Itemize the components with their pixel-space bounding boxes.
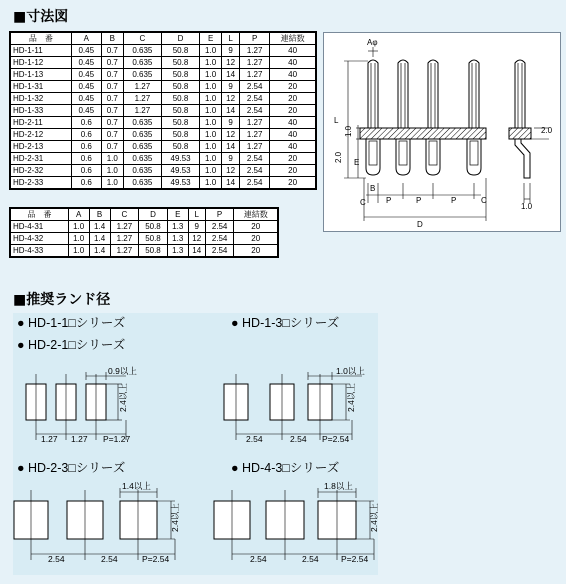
table-cell: 0.6	[71, 153, 101, 165]
g2-height: 2.4以上	[346, 383, 356, 412]
table-cell: 1.3	[167, 221, 188, 233]
table-cell: 14	[222, 177, 240, 190]
column-header: B	[89, 208, 110, 221]
label-l: L	[334, 116, 339, 125]
table-cell: 0.45	[71, 57, 101, 69]
column-header: C	[123, 32, 161, 45]
label-p-3: P	[451, 196, 457, 205]
table-cell: 0.7	[101, 69, 123, 81]
table-cell: 2.54	[240, 93, 270, 105]
g3-pitch-2: 2.54	[101, 554, 118, 564]
table-cell: 50.8	[161, 81, 199, 93]
table-cell: 0.6	[71, 141, 101, 153]
table-cell: 2.54	[205, 233, 234, 245]
label-side-top: 2.0	[541, 126, 553, 135]
column-header: L	[188, 208, 205, 221]
g3-height: 2.4以上	[170, 503, 180, 532]
table-cell: 14	[188, 245, 205, 258]
g1-height: 2.4以上	[118, 383, 128, 412]
table-cell: 1.27	[240, 45, 270, 57]
label-b: B	[370, 184, 376, 193]
table-cell: 50.8	[161, 93, 199, 105]
table-cell: 0.7	[101, 117, 123, 129]
g2-width: 1.0以上	[336, 366, 365, 376]
table-cell: 9	[222, 153, 240, 165]
table-cell: 1.0	[68, 233, 89, 245]
table-cell: 0.45	[71, 81, 101, 93]
label-side-bottom: 1.0	[521, 202, 533, 211]
table-cell: 12	[222, 165, 240, 177]
table-cell: 1.27	[123, 81, 161, 93]
table-cell: 1.27	[123, 93, 161, 105]
table-cell: 20	[270, 165, 316, 177]
table-cell: 50.8	[161, 69, 199, 81]
table-cell: 2.54	[240, 105, 270, 117]
table-cell: 0.45	[71, 69, 101, 81]
table-cell: 49.53	[161, 153, 199, 165]
column-header: 連結数	[234, 208, 278, 221]
table-cell: 1.27	[123, 105, 161, 117]
part-number-cell: HD-1-31	[10, 81, 71, 93]
g2-pitch-3: P=2.54	[322, 434, 350, 444]
table-cell: 1.27	[240, 141, 270, 153]
table-cell: 50.8	[161, 45, 199, 57]
table-cell: 2.54	[240, 81, 270, 93]
table-cell: 50.8	[139, 245, 168, 258]
series-hd-4-3: ● HD-4-3□シリーズ	[231, 461, 340, 475]
g4-pitch-1: 2.54	[250, 554, 267, 564]
g2-pitch-1: 2.54	[246, 434, 263, 444]
dimensions-heading: ■寸法図	[13, 9, 69, 25]
g2-pitch-2: 2.54	[290, 434, 307, 444]
table-cell: 2.54	[240, 177, 270, 190]
column-header: D	[139, 208, 168, 221]
table-cell: 1.27	[110, 221, 139, 233]
table-cell: 12	[188, 233, 205, 245]
table-cell: 1.4	[89, 233, 110, 245]
part-number-cell: HD-1-32	[10, 93, 71, 105]
table-cell: 0.6	[71, 165, 101, 177]
table-cell: 1.3	[167, 233, 188, 245]
table-cell: 0.45	[71, 105, 101, 117]
table-cell: 0.7	[101, 45, 123, 57]
table-cell: 0.635	[123, 141, 161, 153]
table-cell: 1.0	[101, 177, 123, 190]
table-cell: 1.0	[200, 93, 222, 105]
column-header: 連結数	[270, 32, 316, 45]
series-hd-2-1: ● HD-2-1□シリーズ	[17, 338, 126, 352]
column-header: C	[110, 208, 139, 221]
land-pad	[120, 501, 157, 539]
label-a-phi: Aφ	[367, 38, 378, 47]
table-cell: 0.635	[123, 129, 161, 141]
label-two: 2.0	[334, 151, 343, 163]
g1-pitch-3: P=1.27	[103, 434, 131, 444]
part-number-cell: HD-2-13	[10, 141, 71, 153]
table-cell: 40	[270, 141, 316, 153]
table-cell: 0.6	[71, 129, 101, 141]
table-cell: 1.0	[101, 165, 123, 177]
table-cell: 1.0	[68, 245, 89, 258]
table-cell: 1.0	[200, 117, 222, 129]
column-header: L	[222, 32, 240, 45]
table-cell: 0.635	[123, 177, 161, 190]
table-cell: 1.27	[110, 233, 139, 245]
table-cell: 0.7	[101, 129, 123, 141]
table-cell: 40	[270, 69, 316, 81]
column-header: A	[71, 32, 101, 45]
table-cell: 1.27	[240, 129, 270, 141]
label-e: E	[354, 158, 360, 167]
part-number-cell: HD-1-11	[10, 45, 71, 57]
table-cell: 1.0	[68, 221, 89, 233]
table-cell: 0.635	[123, 165, 161, 177]
part-number-cell: HD-2-12	[10, 129, 71, 141]
table-cell: 20	[234, 245, 278, 258]
g3-pitch-3: P=2.54	[142, 554, 170, 564]
label-p-1: P	[386, 196, 392, 205]
series-hd-1-3: ● HD-1-3□シリーズ	[231, 316, 340, 330]
table-cell: 0.635	[123, 153, 161, 165]
table-cell: 12	[222, 93, 240, 105]
table-cell: 0.7	[101, 81, 123, 93]
table-cell: 2.54	[240, 165, 270, 177]
table-cell: 20	[234, 221, 278, 233]
table-cell: 1.27	[110, 245, 139, 258]
table-cell: 1.0	[200, 177, 222, 190]
table-cell: 2.54	[205, 221, 234, 233]
table-cell: 0.45	[71, 93, 101, 105]
column-header: 品 番	[10, 32, 71, 45]
column-header: P	[240, 32, 270, 45]
table-cell: 1.0	[200, 45, 222, 57]
table-cell: 0.635	[123, 45, 161, 57]
part-number-cell: HD-2-11	[10, 117, 71, 129]
table-cell: 50.8	[161, 129, 199, 141]
table-cell: 20	[270, 177, 316, 190]
table-cell: 50.8	[161, 105, 199, 117]
table-cell: 20	[270, 93, 316, 105]
table-cell: 50.8	[161, 117, 199, 129]
table-cell: 9	[222, 117, 240, 129]
table-cell: 9	[222, 45, 240, 57]
table-cell: 2.54	[240, 153, 270, 165]
table-cell: 20	[270, 153, 316, 165]
table-cell: 1.0	[200, 69, 222, 81]
g1-pitch-2: 1.27	[71, 434, 88, 444]
label-c-right: C	[481, 196, 487, 205]
column-header: P	[205, 208, 234, 221]
column-header: A	[68, 208, 89, 221]
part-number-cell: HD-4-32	[10, 233, 68, 245]
g4-pitch-3: P=2.54	[341, 554, 369, 564]
g3-width: 1.4以上	[122, 481, 151, 491]
table-cell: 12	[222, 129, 240, 141]
series-hd-2-3: ● HD-2-3□シリーズ	[17, 461, 126, 475]
column-header: D	[161, 32, 199, 45]
column-header: 品 番	[10, 208, 68, 221]
table-cell: 9	[188, 221, 205, 233]
table-cell: 0.7	[101, 105, 123, 117]
label-d: D	[417, 220, 423, 229]
column-header: E	[167, 208, 188, 221]
part-number-cell: HD-1-12	[10, 57, 71, 69]
table-cell: 0.7	[101, 141, 123, 153]
part-number-cell: HD-1-33	[10, 105, 71, 117]
table-cell: 40	[270, 57, 316, 69]
table-cell: 14	[222, 141, 240, 153]
table-cell: 20	[234, 233, 278, 245]
table-cell: 0.6	[71, 117, 101, 129]
table-cell: 2.54	[205, 245, 234, 258]
part-number-cell: HD-2-31	[10, 153, 71, 165]
table-cell: 0.7	[101, 57, 123, 69]
label-c-left: C	[360, 198, 366, 207]
table-cell: 49.53	[161, 165, 199, 177]
table-cell: 1.0	[200, 81, 222, 93]
table-cell: 0.7	[101, 93, 123, 105]
table-cell: 0.635	[123, 57, 161, 69]
table-cell: 14	[222, 105, 240, 117]
table-cell: 1.4	[89, 245, 110, 258]
g4-height: 2.4以上	[369, 503, 379, 532]
table-cell: 50.8	[161, 57, 199, 69]
table-cell: 12	[222, 57, 240, 69]
table-cell: 0.45	[71, 45, 101, 57]
table-cell: 1.0	[200, 57, 222, 69]
table-cell: 1.27	[240, 117, 270, 129]
table-cell: 40	[270, 129, 316, 141]
table-cell: 1.0	[200, 153, 222, 165]
column-header: B	[101, 32, 123, 45]
label-e-val: 1.0	[344, 125, 353, 137]
land-heading: ■推奨ランド径	[13, 292, 111, 308]
g4-pitch-2: 2.54	[302, 554, 319, 564]
table-cell: 1.27	[240, 69, 270, 81]
table-cell: 0.6	[71, 177, 101, 190]
table-cell: 9	[222, 81, 240, 93]
table-cell: 1.27	[240, 57, 270, 69]
table-cell: 1.0	[200, 141, 222, 153]
table-cell: 49.53	[161, 177, 199, 190]
series-hd-1-1: ● HD-1-1□シリーズ	[17, 316, 126, 330]
g3-pitch-1: 2.54	[48, 554, 65, 564]
g4-width: 1.8以上	[324, 481, 353, 491]
part-number-cell: HD-2-32	[10, 165, 71, 177]
table-cell: 50.8	[161, 141, 199, 153]
part-number-cell: HD-1-13	[10, 69, 71, 81]
table-cell: 14	[222, 69, 240, 81]
table-cell: 20	[270, 105, 316, 117]
table-cell: 1.0	[200, 129, 222, 141]
table-cell: 40	[270, 45, 316, 57]
part-number-cell: HD-4-33	[10, 245, 68, 258]
table-cell: 1.0	[200, 105, 222, 117]
table-cell: 1.4	[89, 221, 110, 233]
column-header: E	[200, 32, 222, 45]
part-number-cell: HD-2-33	[10, 177, 71, 190]
label-p-2: P	[416, 196, 422, 205]
g1-width: 0.9以上	[108, 366, 137, 376]
table-cell: 1.0	[101, 153, 123, 165]
table-cell: 1.3	[167, 245, 188, 258]
table-cell: 50.8	[139, 233, 168, 245]
table-cell: 20	[270, 81, 316, 93]
table-cell: 40	[270, 117, 316, 129]
table-cell: 0.635	[123, 69, 161, 81]
part-number-cell: HD-4-31	[10, 221, 68, 233]
table-cell: 0.635	[123, 117, 161, 129]
table-cell: 50.8	[139, 221, 168, 233]
g1-pitch-1: 1.27	[41, 434, 58, 444]
table-cell: 1.0	[200, 165, 222, 177]
